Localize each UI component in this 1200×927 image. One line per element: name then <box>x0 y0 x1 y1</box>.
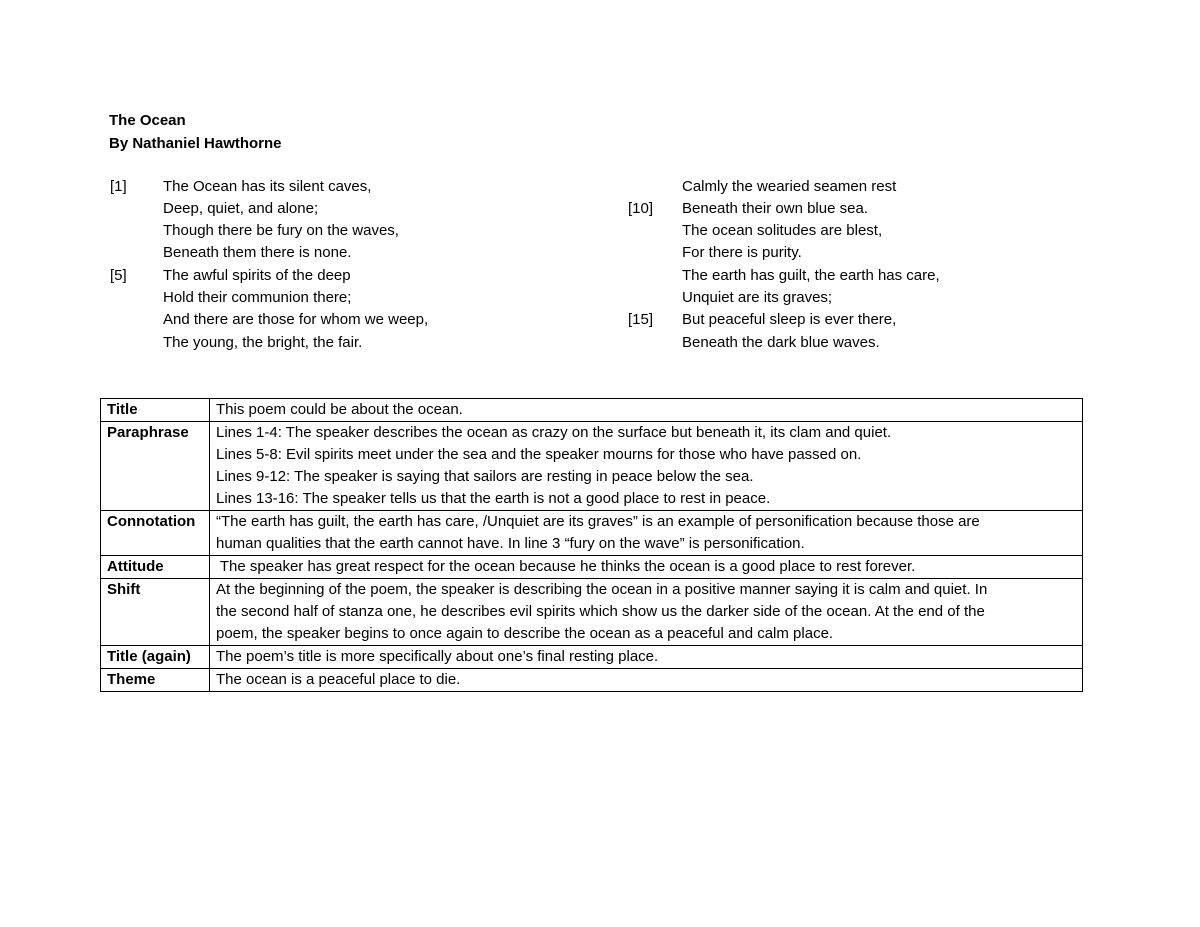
table-row <box>101 422 1083 511</box>
poem-line: Deep, quiet, and alone; <box>163 200 319 217</box>
row-label: Title <box>101 399 210 422</box>
row-content <box>210 399 1083 422</box>
row-content <box>210 646 1083 669</box>
content-line: “The earth has guilt, the earth has care, /Unquiet are its graves” is an example of personification because those are <box>216 513 980 530</box>
table-row <box>101 511 1083 556</box>
poem-line: Calmly the wearied seamen rest <box>682 178 897 195</box>
row-label: Shift <box>101 579 210 646</box>
poem-line: And there are those for whom we weep, <box>163 311 429 328</box>
table-row <box>101 399 1083 422</box>
row-content <box>210 556 1083 579</box>
content-line: Lines 9-12: The speaker is saying that sailors are resting in peace below the sea. <box>216 468 754 485</box>
poem-line: The awful spirits of the deep <box>163 267 351 284</box>
poem-line: Beneath them there is none. <box>163 244 352 261</box>
line-number: [10] <box>628 200 654 217</box>
analysis-table <box>100 398 1083 692</box>
content-line: Lines 13-16: The speaker tells us that the earth is not a good place to rest in peace. <box>216 490 771 507</box>
poem-line: Beneath the dark blue waves. <box>682 334 880 351</box>
content-line: The speaker has great respect for the ocean because he thinks the ocean is a good place to rest forever. <box>216 558 916 575</box>
poem-line: Unquiet are its graves; <box>682 289 833 306</box>
poem-line: But peaceful sleep is ever there, <box>682 311 897 328</box>
row-content <box>210 422 1083 511</box>
poem-line: The ocean solitudes are blest, <box>682 222 883 239</box>
content-line: Lines 5-8: Evil spirits meet under the sea and the speaker mourns for those who have passed on. <box>216 446 862 463</box>
poem-line: Beneath their own blue sea. <box>682 200 868 217</box>
content-line: This poem could be about the ocean. <box>216 401 463 418</box>
line-number: [1] <box>110 178 127 195</box>
table-row <box>101 646 1083 669</box>
table-row <box>101 579 1083 646</box>
row-label: Paraphrase <box>101 422 210 511</box>
row-content <box>210 669 1083 692</box>
table-row <box>101 556 1083 579</box>
poem-line: The young, the bright, the fair. <box>163 334 363 351</box>
line-number: [15] <box>628 311 654 328</box>
poem-line: The Ocean has its silent caves, <box>163 178 372 195</box>
poem-line: Hold their communion there; <box>163 289 352 306</box>
content-line: Lines 1-4: The speaker describes the ocean as crazy on the surface but beneath it, its clam and quiet. <box>216 424 892 441</box>
content-line: the second half of stanza one, he describes evil spirits which show us the darker side of the ocean. At the end of the <box>216 603 985 620</box>
content-line: poem, the speaker begins to once again to describe the ocean as a peaceful and calm place. <box>216 625 834 642</box>
content-line: human qualities that the earth cannot have. In line 3 “fury on the wave” is personification. <box>216 535 805 552</box>
line-number: [5] <box>110 267 127 284</box>
table-row <box>101 669 1083 692</box>
poem-line: The earth has guilt, the earth has care, <box>682 267 940 284</box>
row-label: Attitude <box>101 556 210 579</box>
row-label: Title (again) <box>101 646 210 669</box>
content-line: At the beginning of the poem, the speaker is describing the ocean in a positive manner saying it is calm and quiet. In <box>216 581 988 598</box>
row-label: Theme <box>101 669 210 692</box>
content-line: The ocean is a peaceful place to die. <box>216 671 461 688</box>
row-content <box>210 511 1083 556</box>
row-content <box>210 579 1083 646</box>
content-line: The poem’s title is more specifically about one’s final resting place. <box>216 648 659 665</box>
row-label: Connotation <box>101 511 210 556</box>
poem-line: Though there be fury on the waves, <box>163 222 399 239</box>
poem-author: By Nathaniel Hawthorne <box>109 135 282 152</box>
poem-line: For there is purity. <box>682 244 802 261</box>
poem-title: The Ocean <box>109 112 186 129</box>
